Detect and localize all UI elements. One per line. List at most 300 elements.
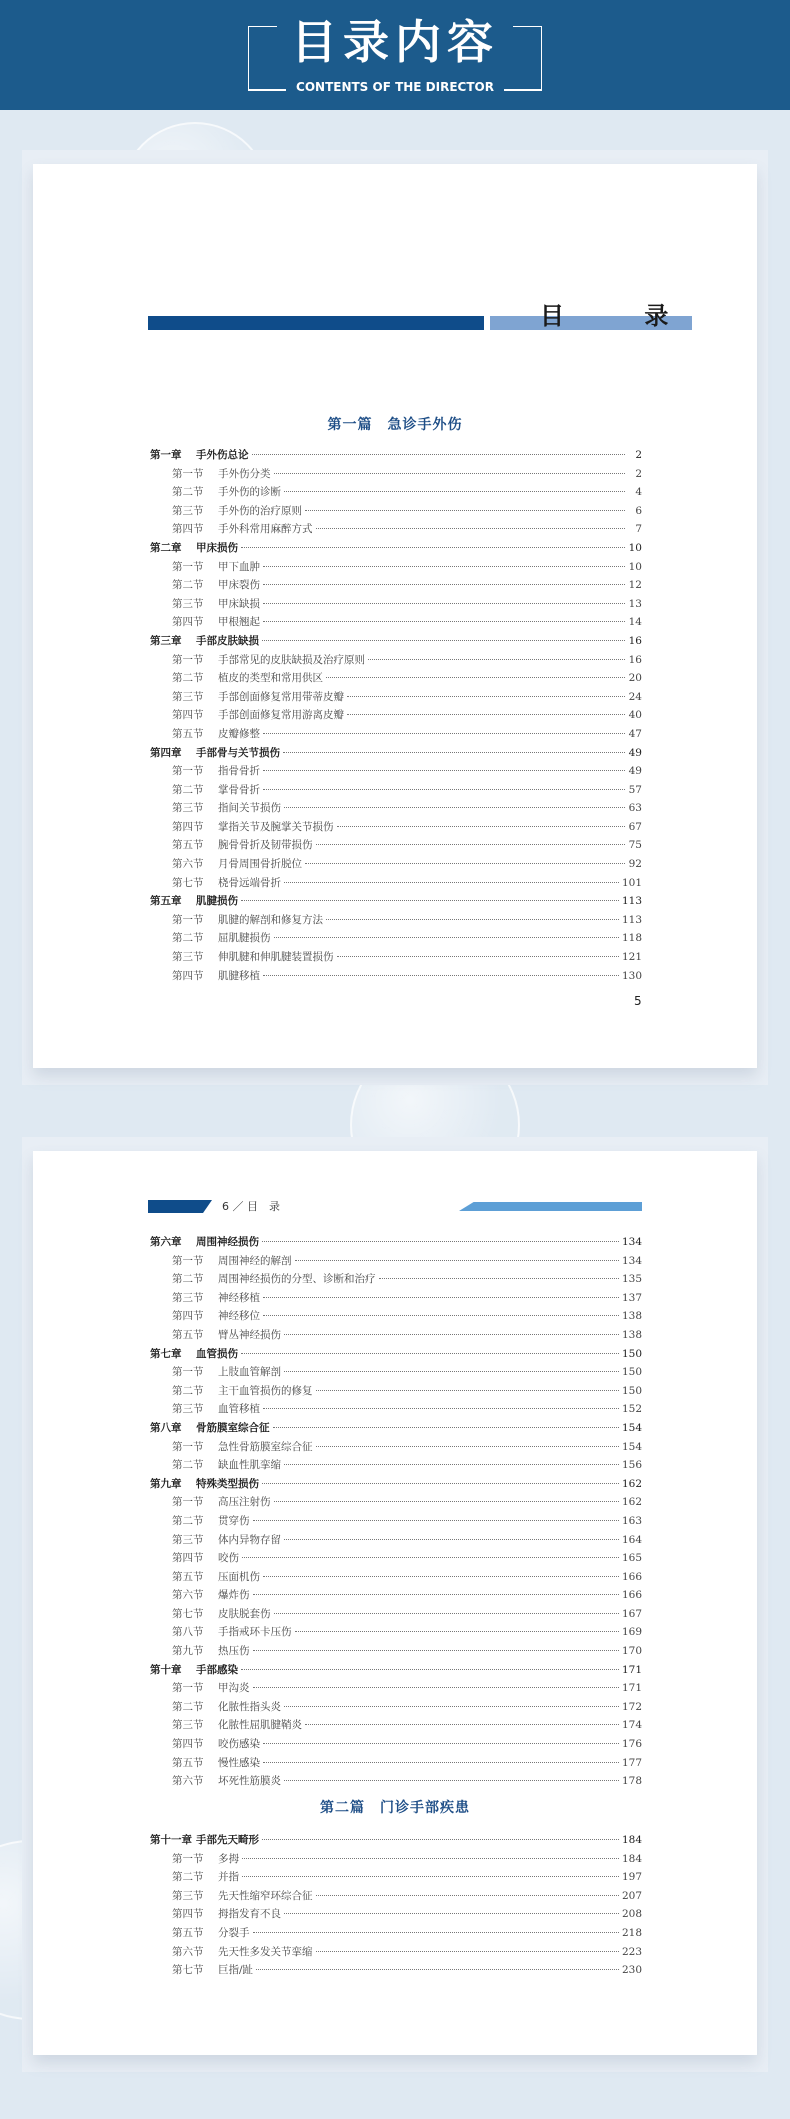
toc-section-row [150,856,642,875]
dot-leader [256,1969,619,1970]
toc-entry-page: 218 [621,1926,642,1939]
toc-entry-page: 170 [621,1645,642,1658]
toc-section-row [150,1457,642,1476]
toc-entry-title: 肌腱损伤 [196,895,238,908]
dot-leader [347,714,625,715]
toc-entry-number: 第一节 [172,1440,204,1453]
dot-leader [263,1762,619,1763]
toc-entry-page: 113 [621,913,642,926]
dot-leader [263,975,619,976]
toc-entry-number: 第七节 [172,1607,204,1620]
toc-section-row [150,1717,642,1736]
toc-entry-title: 咬伤 [218,1552,239,1565]
toc-section-row [150,1755,642,1774]
dot-leader [241,1669,619,1670]
toc-entry-title: 臂丛神经损伤 [218,1328,281,1341]
dot-leader [347,696,625,697]
toc-section-row [150,1550,642,1569]
toc-entry-number: 第六节 [172,858,204,871]
toc-section-row [150,1439,642,1458]
toc-entry-title: 手部皮肤缺损 [196,634,259,647]
toc-entry-title: 并指 [218,1871,239,1884]
toc-entry-number: 第九章 [150,1477,182,1490]
header-banner [0,0,790,110]
toc-entry-page: 174 [621,1719,642,1732]
dot-leader [263,789,625,790]
running-header-bar-dark [148,1200,212,1213]
toc-entry-page: 163 [621,1514,642,1527]
toc-entry-number: 第三节 [172,1403,204,1416]
toc-entry-title: 巨指/趾 [218,1964,254,1977]
toc-entry-number: 第八章 [150,1421,182,1434]
toc-entry-page: 118 [621,932,642,945]
toc-entry-number: 第四节 [172,523,204,536]
dot-leader [295,1260,619,1261]
toc-entry-title: 压面机伤 [218,1570,260,1583]
toc-entry-page: 176 [621,1738,642,1751]
toc-entry-number: 第一节 [172,765,204,778]
toc-section-row [150,1532,642,1551]
toc-entry-title: 坏死性筋膜炎 [218,1775,281,1788]
dot-leader [283,752,625,753]
heading-bar-dark [148,316,484,330]
toc-list-page1 [150,447,642,986]
banner-subtitle: CONTENTS OF THE DIRECTOR [0,80,790,94]
toc-entry-title: 甲沟炎 [218,1682,250,1695]
toc-entry-title: 特殊类型损伤 [196,1477,259,1490]
toc-section-row [150,968,642,987]
toc-entry-number: 第三节 [172,1291,204,1304]
toc-section-row [150,1253,642,1272]
toc-section-row [150,1925,642,1944]
toc-entry-page: 16 [628,653,642,666]
toc-section-row [150,1513,642,1532]
toc-entry-page: 57 [628,783,642,796]
toc-entry-title: 皮肤脱套伤 [218,1607,271,1620]
toc-entry-page: 207 [621,1889,642,1902]
toc-entry-number: 第二节 [172,672,204,685]
dot-leader [253,1932,619,1933]
toc-entry-title: 屈肌腱损伤 [218,932,271,945]
toc-entry-number: 第五章 [150,895,182,908]
toc-entry-number: 第二节 [172,486,204,499]
toc-section-row [150,1624,642,1643]
toc-entry-page: 230 [621,1964,642,1977]
dot-leader [241,547,625,548]
toc-entry-page: 164 [621,1533,642,1546]
toc-entry-title: 甲根翘起 [218,616,260,629]
toc-entry-page: 137 [621,1291,642,1304]
toc-entry-page: 156 [621,1459,642,1472]
running-header: 6 ／ 目 录 [222,1200,280,1213]
toc-entry-number: 第五节 [172,1570,204,1583]
dot-leader [242,1876,619,1877]
toc-entry-page: 67 [628,820,642,833]
toc-entry-title: 先天性多发关节挛缩 [218,1945,313,1958]
part-two-title: 第二篇 门诊手部疾患 [320,1800,470,1816]
dot-leader [316,844,626,845]
toc-entry-number: 第一节 [172,1496,204,1509]
toc-entry-page: 169 [621,1626,642,1639]
toc-entry-title: 手外伤总论 [196,449,249,461]
toc-entry-number: 第九节 [172,1645,204,1658]
toc-section-row [150,1680,642,1699]
toc-entry-title: 拇指发育不良 [218,1908,281,1921]
toc-entry-page: 134 [621,1254,642,1267]
toc-section-row [150,503,642,522]
toc-section-row [150,614,642,633]
toc-section-row [150,1290,642,1309]
toc-entry-page: 10 [628,560,642,573]
toc-entry-title: 皮瓣修整 [218,727,260,740]
dot-leader [295,1631,619,1632]
dot-leader [263,584,625,585]
toc-entry-number: 第二章 [150,541,182,554]
toc-entry-title: 周围神经的解剖 [218,1254,292,1267]
dot-leader [284,1334,619,1335]
dot-leader [284,1706,619,1707]
toc-entry-page: 12 [628,579,642,592]
toc-entry-title: 月骨周围骨折脱位 [218,858,302,871]
toc-entry-number: 第三节 [172,1889,204,1902]
toc-list-page2 [150,1234,642,1792]
toc-entry-number: 第七节 [172,876,204,889]
toc-chapter-row [150,1832,642,1851]
toc-entry-page: 166 [621,1570,642,1583]
toc-entry-page: 166 [621,1589,642,1602]
toc-entry-title: 肌腱的解剖和修复方法 [218,913,323,926]
toc-entry-page: 171 [621,1682,642,1695]
toc-entry-title: 体内异物存留 [218,1533,281,1546]
toc-entry-number: 第六节 [172,1775,204,1788]
toc-entry-title: 手外伤的治疗原则 [218,504,302,517]
toc-entry-number: 第一节 [172,653,204,666]
dot-leader [242,1557,619,1558]
toc-entry-title: 手指戒环卡压伤 [218,1626,292,1639]
toc-entry-number: 第二节 [172,1273,204,1286]
toc-chapter-row [150,447,642,466]
toc-entry-number: 第六节 [172,1945,204,1958]
dot-leader [253,1687,619,1688]
toc-entry-page: 177 [621,1756,642,1769]
toc-entry-title: 骨筋膜室综合征 [196,1421,270,1434]
toc-section-row [150,670,642,689]
toc-section-row [150,875,642,894]
toc-entry-page: 14 [628,616,642,629]
toc-entry-number: 第四节 [172,820,204,833]
toc-entry-title: 先天性缩窄环综合征 [218,1889,313,1902]
toc-section-row [150,763,642,782]
toc-section-row [150,1383,642,1402]
toc-entry-number: 第二节 [172,783,204,796]
toc-entry-title: 慢性感染 [218,1756,260,1769]
toc-entry-number: 第二节 [172,1700,204,1713]
toc-entry-page: 152 [621,1403,642,1416]
toc-entry-page: 171 [621,1663,642,1676]
toc-list-page2-part2 [150,1832,642,1981]
toc-entry-page: 63 [628,802,642,815]
dot-leader [284,491,625,492]
toc-section-row [150,652,642,671]
toc-section-row [150,1851,642,1870]
dot-leader [305,1724,619,1725]
toc-section-row [150,782,642,801]
toc-entry-number: 第六节 [172,1589,204,1602]
toc-entry-number: 第三节 [172,802,204,815]
page-number: 5 [634,994,642,1008]
toc-entry-number: 第七节 [172,1964,204,1977]
toc-section-row [150,1699,642,1718]
toc-entry-title: 腕骨骨折及韧带损伤 [218,839,313,852]
toc-entry-title: 甲下血肿 [218,560,260,573]
dot-leader [263,1408,619,1409]
toc-entry-title: 周围神经损伤 [196,1236,259,1248]
dot-leader [263,1297,619,1298]
dot-leader [263,1315,619,1316]
dot-leader [263,566,625,567]
toc-entry-number: 第二节 [172,1384,204,1397]
dot-leader [284,1464,619,1465]
toc-entry-number: 第五节 [172,839,204,852]
toc-entry-title: 指骨骨折 [218,765,260,778]
toc-entry-number: 第四节 [172,1310,204,1323]
toc-entry-page: 7 [635,523,642,536]
dot-leader [274,1501,619,1502]
toc-entry-number: 第二节 [172,579,204,592]
toc-entry-number: 第二节 [172,1459,204,1472]
dot-leader [316,1390,619,1391]
toc-entry-page: 178 [621,1775,642,1788]
toc-entry-title: 肌腱移植 [218,969,260,982]
toc-section-row [150,1606,642,1625]
toc-entry-page: 47 [628,727,642,740]
dot-leader [284,1371,619,1372]
toc-entry-title: 化脓性指头炎 [218,1700,281,1713]
toc-entry-title: 手部创面修复常用游离皮瓣 [218,709,344,722]
dot-leader [337,956,619,957]
toc-entry-page: 162 [621,1496,642,1509]
toc-entry-number: 第五节 [172,1926,204,1939]
dot-leader [368,659,625,660]
dot-leader [316,1446,619,1447]
toc-entry-number: 第四节 [172,1738,204,1751]
toc-chapter-row [150,1662,642,1681]
dot-leader [252,454,626,455]
toc-section-row [150,1888,642,1907]
toc-entry-page: 24 [628,690,642,703]
toc-entry-title: 伸肌腱和伸肌腱装置损伤 [218,951,334,964]
toc-entry-page: 13 [628,597,642,610]
toc-entry-page: 10 [628,541,642,554]
toc-section-row [150,484,642,503]
toc-section-row [150,1569,642,1588]
part-one-title: 第一篇 急诊手外伤 [327,417,463,433]
toc-entry-page: 197 [621,1871,642,1884]
dot-leader [263,1576,619,1577]
toc-entry-title: 贯穿伤 [218,1514,250,1527]
dot-leader [284,1780,619,1781]
toc-entry-page: 49 [628,765,642,778]
toc-entry-title: 手部先天畸形 [196,1834,259,1846]
toc-entry-page: 75 [628,839,642,852]
toc-entry-page: 208 [621,1908,642,1921]
toc-section-row [150,1906,642,1925]
toc-heading: 目 录 [540,302,705,330]
toc-section-row [150,1944,642,1963]
toc-entry-page: 92 [628,858,642,871]
toc-entry-number: 第三章 [150,634,182,647]
toc-entry-title: 甲床缺损 [218,597,260,610]
toc-entry-title: 掌骨骨折 [218,783,260,796]
toc-entry-number: 第五节 [172,1756,204,1769]
dot-leader [253,1650,619,1651]
dot-leader [263,733,625,734]
toc-entry-page: 150 [621,1384,642,1397]
toc-section-row [150,707,642,726]
toc-section-row [150,1271,642,1290]
toc-entry-page: 2 [635,449,642,461]
toc-entry-page: 150 [621,1366,642,1379]
dot-leader [316,1951,619,1952]
toc-entry-title: 甲床损伤 [196,541,238,554]
toc-section-row [150,1327,642,1346]
running-header-bar-light [459,1202,642,1211]
toc-entry-page: 134 [621,1236,642,1248]
toc-entry-page: 6 [635,504,642,517]
toc-entry-number: 第四节 [172,709,204,722]
toc-section-row [150,1401,642,1420]
toc-section-row [150,800,642,819]
toc-section-row [150,837,642,856]
toc-entry-page: 4 [635,486,642,499]
toc-entry-number: 第四章 [150,746,182,759]
toc-entry-number: 第三节 [172,1719,204,1732]
toc-entry-number: 第四节 [172,969,204,982]
toc-section-row [150,1364,642,1383]
toc-chapter-row [150,745,642,764]
toc-entry-title: 甲床裂伤 [218,579,260,592]
toc-entry-title: 手外伤的诊断 [218,486,281,499]
dot-leader [253,1594,619,1595]
toc-chapter-row [150,540,642,559]
toc-entry-title: 手外伤分类 [218,467,271,480]
toc-entry-page: 154 [621,1421,642,1434]
toc-entry-number: 第一节 [172,1682,204,1695]
toc-entry-number: 第二节 [172,1871,204,1884]
toc-section-row [150,1587,642,1606]
dot-leader [262,1839,619,1840]
dot-leader [273,1427,619,1428]
toc-entry-title: 缺血性肌挛缩 [218,1459,281,1472]
toc-section-row [150,1962,642,1981]
toc-section-row [150,1869,642,1888]
dot-leader [337,826,626,827]
dot-leader [242,1858,619,1859]
toc-entry-page: 121 [621,951,642,964]
toc-entry-title: 手部常见的皮肤缺损及治疗原则 [218,653,365,666]
banner-title: 目录内容 [0,6,790,72]
toc-section-row [150,1308,642,1327]
toc-entry-title: 多拇 [218,1852,239,1865]
dot-leader [379,1278,619,1279]
toc-entry-page: 130 [621,969,642,982]
toc-entry-page: 135 [621,1273,642,1286]
toc-entry-title: 周围神经损伤的分型、诊断和治疗 [218,1273,376,1286]
toc-entry-number: 第七章 [150,1347,182,1360]
dot-leader [316,1895,619,1896]
dot-leader [262,1241,619,1242]
dot-leader [316,528,626,529]
toc-chapter-row [150,893,642,912]
toc-chapter-row [150,633,642,652]
dot-leader [284,882,619,883]
toc-entry-number: 第五节 [172,1328,204,1341]
dot-leader [305,510,625,511]
dot-leader [305,863,625,864]
toc-entry-number: 第一节 [172,913,204,926]
toc-section-row [150,912,642,931]
toc-entry-number: 第四节 [172,1552,204,1565]
toc-entry-number: 第二节 [172,1514,204,1527]
dot-leader [263,621,625,622]
toc-entry-number: 第二节 [172,932,204,945]
toc-entry-title: 爆炸伤 [218,1589,250,1602]
toc-entry-number: 第一节 [172,467,204,480]
toc-entry-title: 化脓性屈肌腱鞘炎 [218,1719,302,1732]
toc-section-row [150,1643,642,1662]
toc-section-row [150,1773,642,1792]
toc-section-row [150,689,642,708]
toc-entry-page: 101 [621,876,642,889]
toc-entry-title: 急性骨筋膜室综合征 [218,1440,313,1453]
toc-entry-number: 第一节 [172,560,204,573]
toc-chapter-row [150,1346,642,1365]
dot-leader [253,1520,619,1521]
toc-entry-number: 第十一章 [150,1834,192,1846]
toc-entry-number: 第十章 [150,1663,182,1676]
toc-entry-title: 血管移植 [218,1403,260,1416]
toc-entry-title: 植皮的类型和常用供区 [218,672,323,685]
toc-entry-title: 指间关节损伤 [218,802,281,815]
toc-section-row [150,819,642,838]
toc-entry-title: 神经移位 [218,1310,260,1323]
toc-entry-page: 165 [621,1552,642,1565]
dot-leader [263,1743,619,1744]
toc-section-row [150,1736,642,1755]
toc-entry-page: 184 [621,1834,642,1846]
toc-section-row [150,596,642,615]
toc-entry-number: 第一节 [172,1852,204,1865]
toc-entry-page: 40 [628,709,642,722]
toc-entry-title: 手部感染 [196,1663,238,1676]
toc-entry-title: 高压注射伤 [218,1496,271,1509]
toc-entry-number: 第四节 [172,1908,204,1921]
toc-entry-page: 167 [621,1607,642,1620]
toc-entry-number: 第一章 [150,449,182,461]
toc-entry-title: 主干血管损伤的修复 [218,1384,313,1397]
toc-entry-page: 154 [621,1440,642,1453]
toc-entry-page: 150 [621,1347,642,1360]
toc-entry-title: 分裂手 [218,1926,250,1939]
toc-entry-page: 113 [621,895,642,908]
dot-leader [262,640,625,641]
toc-entry-page: 16 [628,634,642,647]
dot-leader [241,900,619,901]
toc-entry-number: 第三节 [172,951,204,964]
toc-entry-page: 223 [621,1945,642,1958]
toc-chapter-row [150,1420,642,1439]
dot-leader [284,1539,619,1540]
